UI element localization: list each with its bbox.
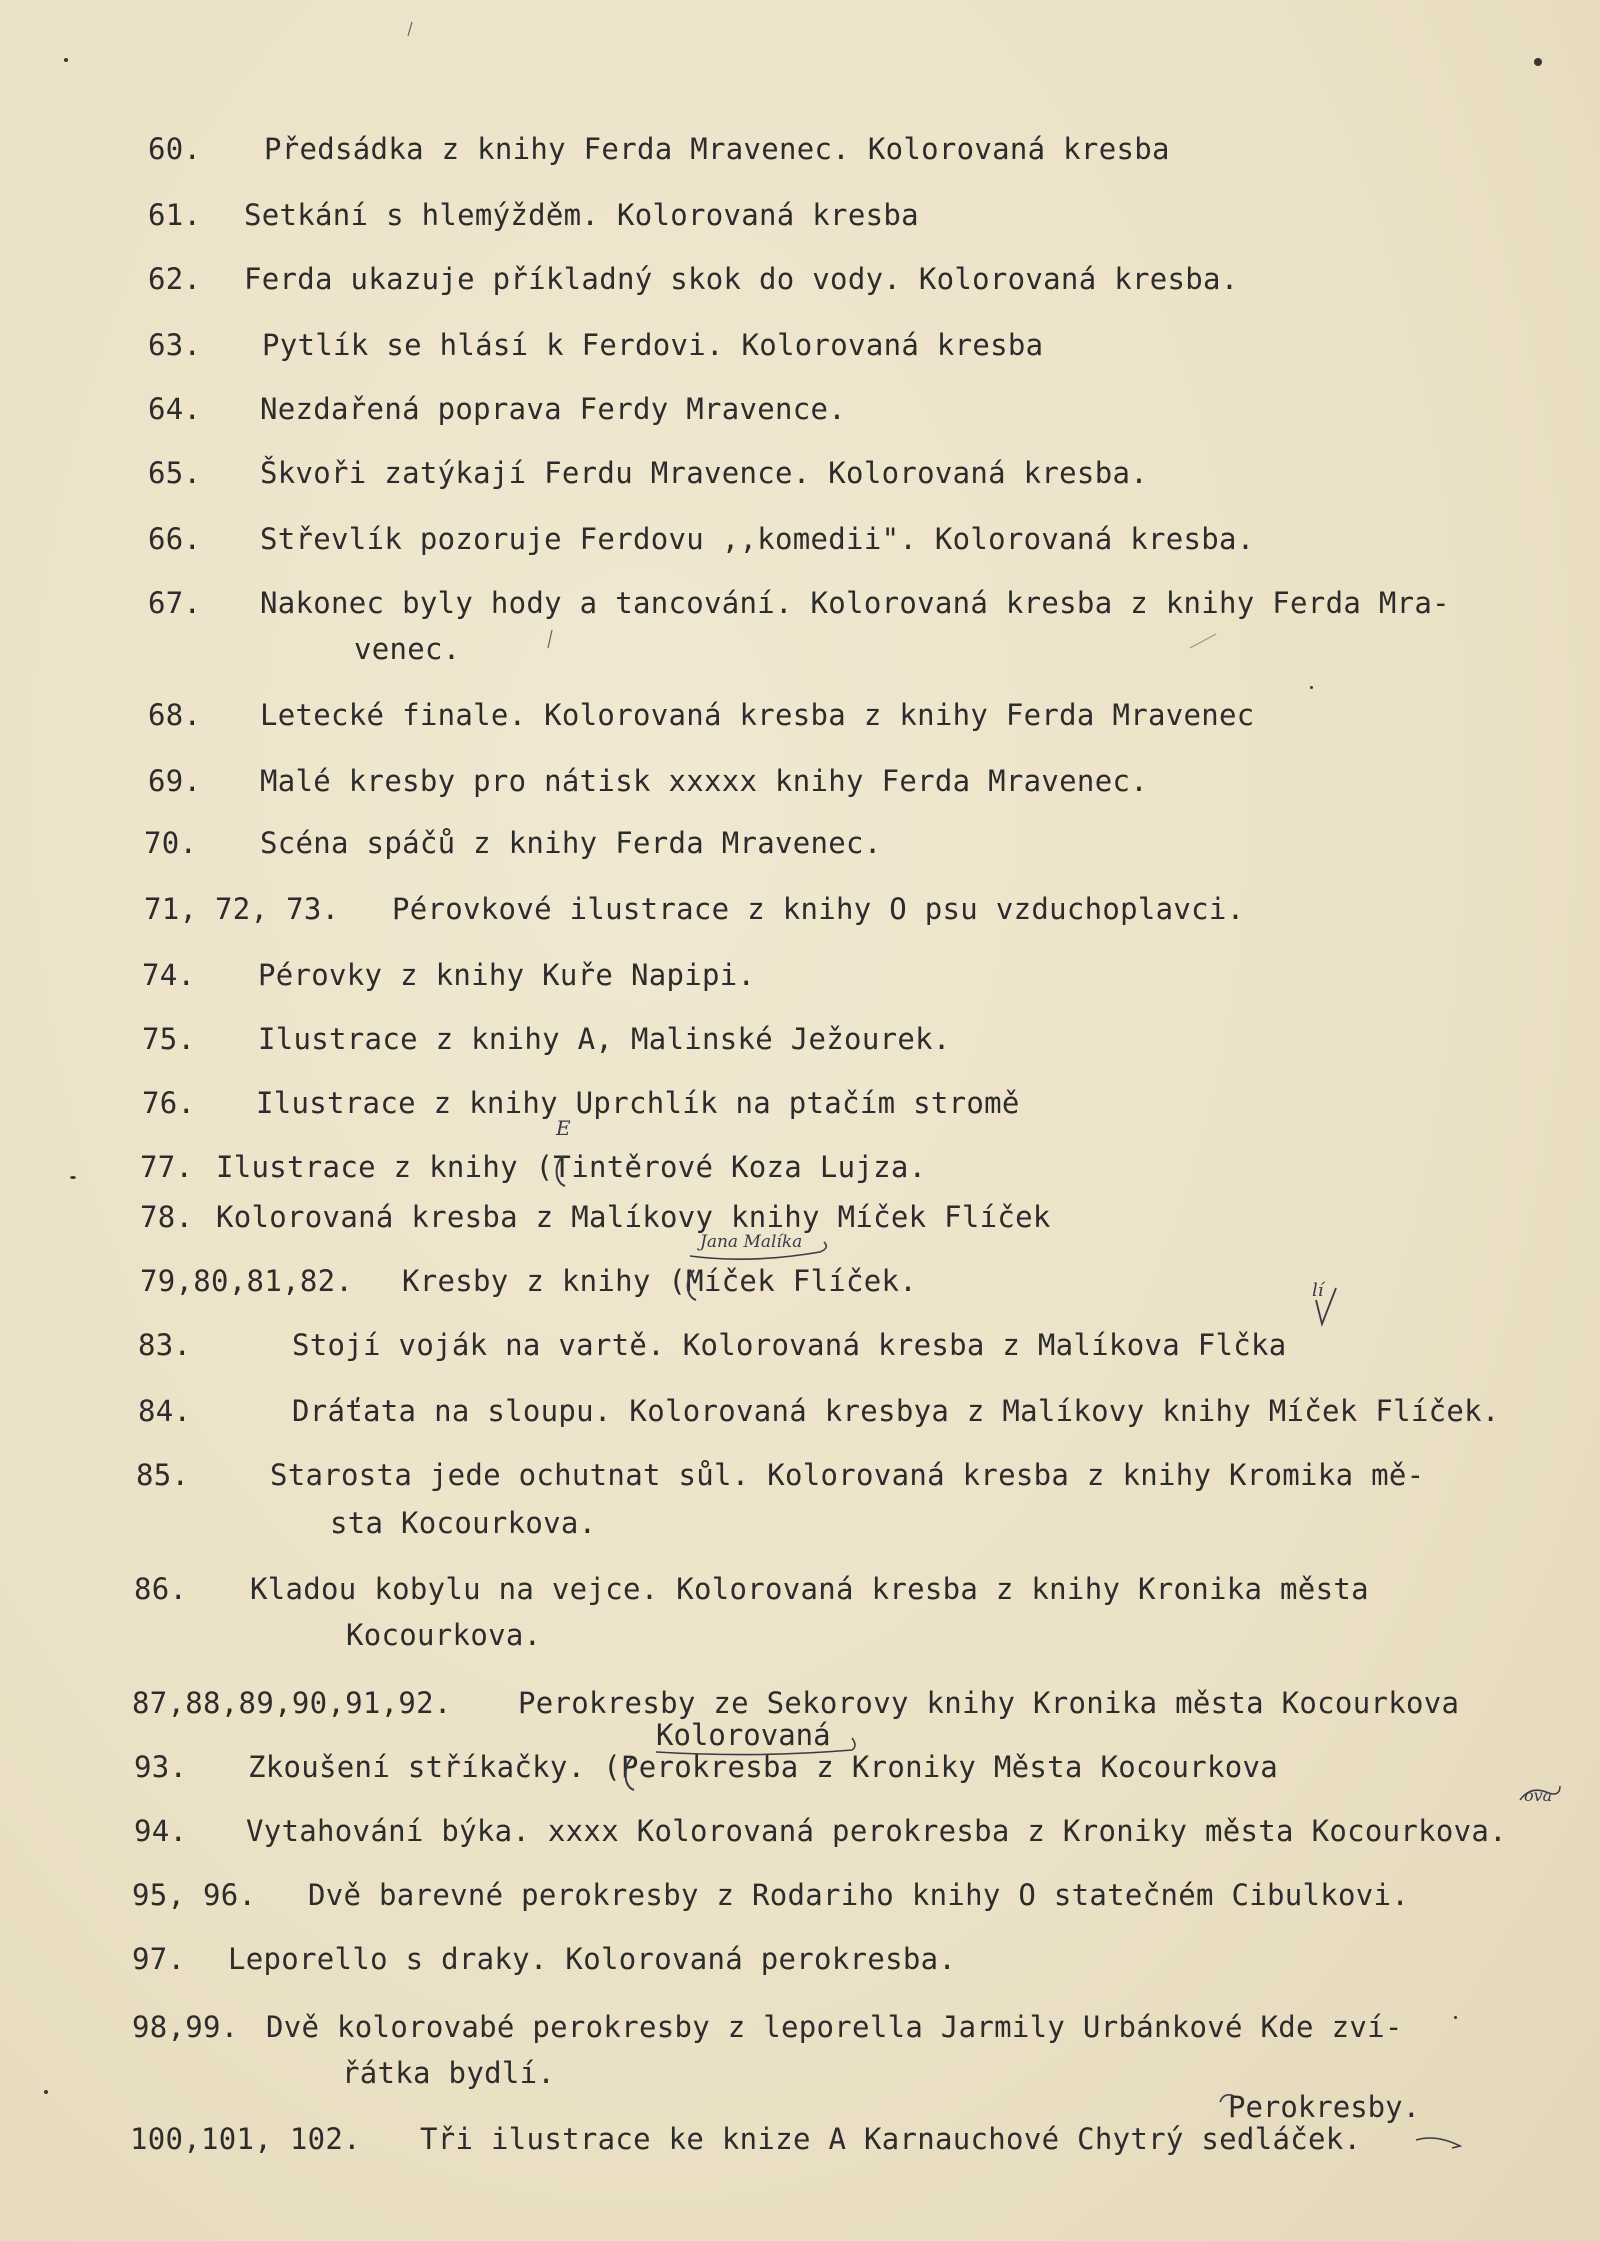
item-text: Scéna spáčů z knihy Ferda Mravenec. bbox=[260, 826, 882, 860]
item-text-continuation: venec. bbox=[354, 632, 461, 666]
item-number: 86. bbox=[134, 1572, 188, 1606]
handwritten-note-jana-malika: Jana Malíka bbox=[700, 1232, 803, 1252]
inserted-word-kolorovana: Kolorovaná bbox=[656, 1718, 831, 1752]
item-text-continuation: řátka bydlí. bbox=[342, 2056, 556, 2090]
item-number: 75. bbox=[142, 1022, 196, 1056]
item-text: Kladou kobylu na vejce. Kolorovaná kresba z knihy Kronika města bbox=[250, 1572, 1369, 1606]
item-text: Ilustrace z knihy Uprchlík na ptačím stromě bbox=[256, 1086, 1020, 1120]
item-text: Nezdařená poprava Ferdy Mravence. bbox=[260, 392, 847, 426]
item-number: 84. bbox=[138, 1394, 192, 1428]
underline-kolorovana bbox=[656, 1738, 855, 1755]
item-text: Malé kresby pro nátisk xxxxx knihy Ferda Mravenec. bbox=[260, 764, 1148, 798]
item-text: Nakonec byly hody a tancování. Kolorovaná kresba z knihy Ferda Mra- bbox=[260, 586, 1450, 620]
insert-bracket-77 bbox=[557, 1156, 565, 1186]
item-number: 78. bbox=[140, 1200, 194, 1234]
item-text: Starosta jede ochutnat sůl. Kolorovaná kresba z knihy Kromika mě- bbox=[270, 1458, 1425, 1492]
item-number: 69. bbox=[148, 764, 202, 798]
item-text-continuation: sta Kocourkova. bbox=[330, 1506, 597, 1540]
handwritten-correction-ova: ova bbox=[1524, 1786, 1553, 1805]
loop-mark-94 bbox=[1520, 1786, 1560, 1800]
item-text: Kresby z knihy (Míček Flíček. bbox=[402, 1264, 918, 1298]
item-text-continuation: Kocourkova. bbox=[346, 1618, 542, 1652]
insert-bracket-79 bbox=[688, 1270, 696, 1300]
item-text: Tři ilustrace ke knize A Karnauchové Chytrý sedláček. bbox=[420, 2122, 1362, 2156]
caret-perokresby bbox=[1220, 2095, 1234, 2102]
item-number: 65. bbox=[148, 456, 202, 490]
item-text: Předsádka z knihy Ferda Mravenec. Kolorovaná kresba bbox=[264, 132, 1170, 166]
item-number: 61. bbox=[148, 198, 202, 232]
stray-mark bbox=[1190, 634, 1216, 648]
item-number: 85. bbox=[136, 1458, 190, 1492]
paper-speck bbox=[1310, 686, 1313, 689]
item-number: 77. bbox=[140, 1150, 194, 1184]
item-text: Kolorovaná kresba z Malíkovy knihy Míček Flíček bbox=[216, 1200, 1051, 1234]
item-number: 94. bbox=[134, 1814, 188, 1848]
item-text: Vytahování býka. xxxx Kolorovaná perokresba z Kroniky města Kocourkova. bbox=[246, 1814, 1507, 1848]
item-number: 68. bbox=[148, 698, 202, 732]
item-number: 62. bbox=[148, 262, 202, 296]
item-number: 70. bbox=[144, 826, 198, 860]
item-number: 79,80,81,82. bbox=[140, 1264, 354, 1298]
item-number: 97. bbox=[132, 1942, 186, 1976]
item-text: Dvě kolorovabé perokresby z leporella Jarmily Urbánkové Kde zví- bbox=[266, 2010, 1403, 2044]
item-text: Leporello s draky. Kolorovaná perokresba. bbox=[228, 1942, 957, 1976]
paper-speck bbox=[70, 1176, 76, 1179]
item-number: 63. bbox=[148, 328, 202, 362]
item-number: 93. bbox=[134, 1750, 188, 1784]
stray-mark bbox=[548, 630, 552, 648]
paper-speck bbox=[64, 58, 68, 62]
item-number: 76. bbox=[142, 1086, 196, 1120]
item-text: Pérovky z knihy Kuře Napipi. bbox=[258, 958, 756, 992]
item-number: 71, 72, 73. bbox=[144, 892, 340, 926]
item-text: Zkoušení stříkačky. (Perokresba z Kroniky Města Kocourkova bbox=[248, 1750, 1279, 1784]
item-text: Letecké finale. Kolorovaná kresba z knihy Ferda Mravenec bbox=[260, 698, 1255, 732]
item-text: Dvě barevné perokresby z Rodariho knihy O statečném Cibulkovi. bbox=[308, 1878, 1410, 1912]
item-number: 67. bbox=[148, 586, 202, 620]
item-text: Perokresby ze Sekorovy knihy Kronika města Kocourkova bbox=[518, 1686, 1460, 1720]
paper-speck bbox=[44, 2090, 48, 2094]
item-text: Škvoři zatýkají Ferdu Mravence. Kolorovaná kresba. bbox=[260, 456, 1148, 490]
item-number: 98,99. bbox=[132, 2010, 239, 2044]
item-text: Pytlík se hlásí k Ferdovi. Kolorovaná kresba bbox=[262, 328, 1044, 362]
item-number: 64. bbox=[148, 392, 202, 426]
paper-speck bbox=[1454, 2016, 1457, 2019]
paper-speck bbox=[1534, 58, 1542, 66]
item-text: Ilustrace z knihy (Tintěrové Koza Lujza. bbox=[216, 1150, 927, 1184]
stray-mark bbox=[408, 22, 412, 36]
item-number: 95, 96. bbox=[132, 1878, 257, 1912]
item-text: Střevlík pozoruje Ferdovu ,,komedii". Kolorovaná kresba. bbox=[260, 522, 1255, 556]
underline-note-79 bbox=[690, 1242, 826, 1259]
item-text: Setkání s hlemýžděm. Kolorovaná kresba bbox=[244, 198, 919, 232]
item-number: 83. bbox=[138, 1328, 192, 1362]
item-number: 66. bbox=[148, 522, 202, 556]
arrow-100 bbox=[1416, 2138, 1460, 2148]
item-text: Ilustrace z knihy A, Malinské Ježourek. bbox=[258, 1022, 951, 1056]
handwritten-correction-e: E bbox=[556, 1116, 571, 1140]
item-number: 87,88,89,90,91,92. bbox=[132, 1686, 452, 1720]
item-text: Pérovkové ilustrace z knihy O psu vzduchoplavci. bbox=[392, 892, 1245, 926]
caret-83 bbox=[1316, 1288, 1336, 1324]
item-number: 74. bbox=[142, 958, 196, 992]
item-text: Stojí voják na vartě. Kolorovaná kresba z Malíkova Flčka bbox=[292, 1328, 1287, 1362]
inserted-word-perokresby: Perokresby. bbox=[1228, 2090, 1421, 2124]
item-text: Ferda ukazuje příkladný skok do vody. Kolorovaná kresba. bbox=[244, 262, 1239, 296]
item-text: Dráťata na sloupu. Kolorovaná kresbya z Malíkovy knihy Míček Flíček. bbox=[292, 1394, 1500, 1428]
item-number: 60. bbox=[148, 132, 202, 166]
handwritten-correction-li: lí bbox=[1312, 1280, 1324, 1301]
insert-bracket-93 bbox=[626, 1758, 634, 1790]
item-number: 100,101, 102. bbox=[130, 2122, 361, 2156]
